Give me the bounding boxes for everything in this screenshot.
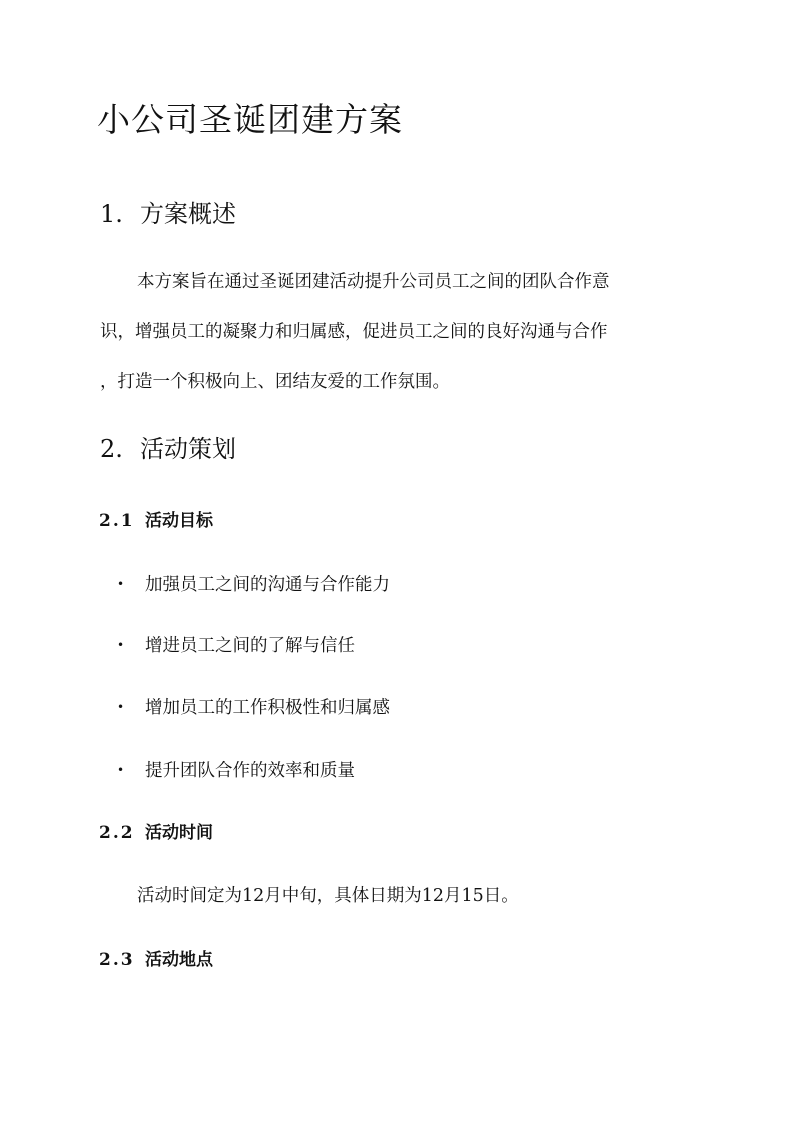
- bullet-icon: •: [117, 700, 125, 714]
- bullet-icon: •: [117, 577, 125, 591]
- subsection-heading-time: [99, 821, 213, 845]
- paragraph-line: 活动时间定为12月中旬，具体日期为12月15日。: [137, 886, 519, 906]
- paragraph-line: 本方案旨在通过圣诞团建活动提升公司员工之间的团队合作意: [137, 272, 610, 292]
- subsection-heading-goals: [99, 509, 213, 533]
- subsection-title: 活动时间: [145, 823, 213, 843]
- subsection-title: 活动地点: [145, 950, 213, 970]
- section-number: 1.: [100, 200, 123, 228]
- bullet-icon: •: [117, 638, 125, 652]
- list-item: [117, 695, 390, 720]
- document-title: 小公司圣诞团建方案: [97, 100, 403, 139]
- section-heading-planning: [100, 433, 236, 465]
- section-title: 方案概述: [140, 200, 236, 228]
- section-title: 活动策划: [140, 435, 236, 463]
- paragraph-line: 识，增强员工的凝聚力和归属感，促进员工之间的良好沟通与合作: [100, 322, 608, 342]
- subsection-heading-location: [99, 948, 213, 972]
- list-item: [117, 633, 355, 658]
- subsection-number: 2.1: [99, 511, 135, 531]
- section-number: 2.: [100, 435, 123, 463]
- subsection-title: 活动目标: [145, 511, 213, 531]
- paragraph-line: ，打造一个积极向上、团结友爱的工作氛围。: [100, 372, 450, 392]
- bullet-icon: •: [117, 763, 125, 777]
- list-item-text: 增加员工的工作积极性和归属感: [145, 698, 390, 718]
- subsection-number: 2.2: [99, 823, 135, 843]
- list-item: [117, 758, 355, 783]
- section-heading-overview: [100, 198, 236, 230]
- list-item-text: 增进员工之间的了解与信任: [145, 636, 355, 656]
- list-item-text: 提升团队合作的效率和质量: [145, 761, 355, 781]
- subsection-number: 2.3: [99, 950, 135, 970]
- list-item: [117, 572, 390, 597]
- list-item-text: 加强员工之间的沟通与合作能力: [145, 575, 390, 595]
